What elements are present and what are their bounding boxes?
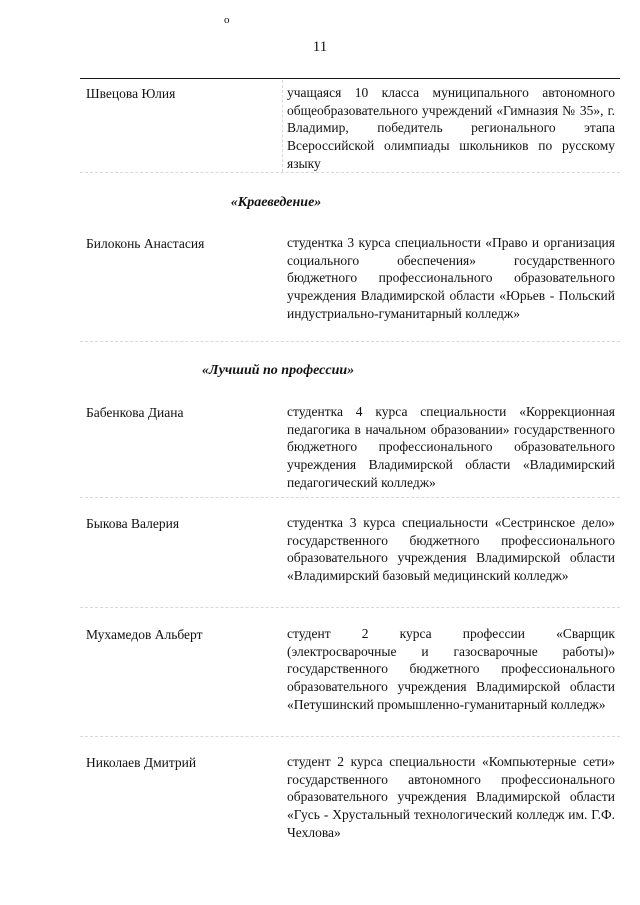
person-name: Быкова Валерия <box>86 516 180 531</box>
person-name: Бабенкова Диана <box>86 405 184 420</box>
section-heading: «Краеведение» <box>230 195 322 210</box>
person-description: студент 2 курса специальности «Компьютерные сети» государственного автономного профессионального образовательного учреждения Владимирской области «Гусь - Хрустальный технологический колледж им. Г.Ф. Чехлова» <box>287 754 615 840</box>
table-row-separator <box>80 607 620 608</box>
table-top-border <box>80 78 620 79</box>
person-description: студентка 3 курса специальности «Право и организация социального обеспечения» государственного бюджетного профессионального образовательного учреждения Владимирской области «Юрьев - Польский индустриально-гуманитарный колледж» <box>287 235 615 321</box>
page-mark: o <box>224 14 230 26</box>
person-name: Билоконь Анастасия <box>86 236 205 251</box>
section-heading: «Лучший по профессии» <box>201 363 355 378</box>
page-number: 11 <box>312 39 328 55</box>
table-row-separator <box>80 497 620 498</box>
person-description: учащаяся 10 класса муниципального автономного общеобразовательного учреждений «Гимназия № 35», г. Владимир, победитель регионального этапа Всероссийской олимпиады школьников по русскому языку <box>287 85 615 171</box>
person-description: студентка 3 курса специальности «Сестринское дело» государственного бюджетного профессионального образовательного учреждения Владимирской области «Владимирский базовый медицинский колледж» <box>287 515 615 584</box>
table-column-divider <box>282 80 283 172</box>
table-row-separator <box>80 736 620 737</box>
table-row-separator <box>80 341 620 342</box>
person-name: Швецова Юлия <box>86 86 176 101</box>
person-name: Николаев Дмитрий <box>86 755 197 770</box>
person-description: студент 2 курса профессии «Сварщик (электросварочные и газосварочные работы)» государственного бюджетного профессионального образовательного учреждения Владимирской области «Петушинский промышленно-гуманитарный колледж» <box>287 626 615 712</box>
person-description: студентка 4 курса специальности «Коррекционная педагогика в начальном образовании» государственного бюджетного профессионального образовательного учреждения Владимирской области «Владимирский педагогический колледж» <box>287 404 615 490</box>
person-name: Мухамедов Альберт <box>86 627 203 642</box>
